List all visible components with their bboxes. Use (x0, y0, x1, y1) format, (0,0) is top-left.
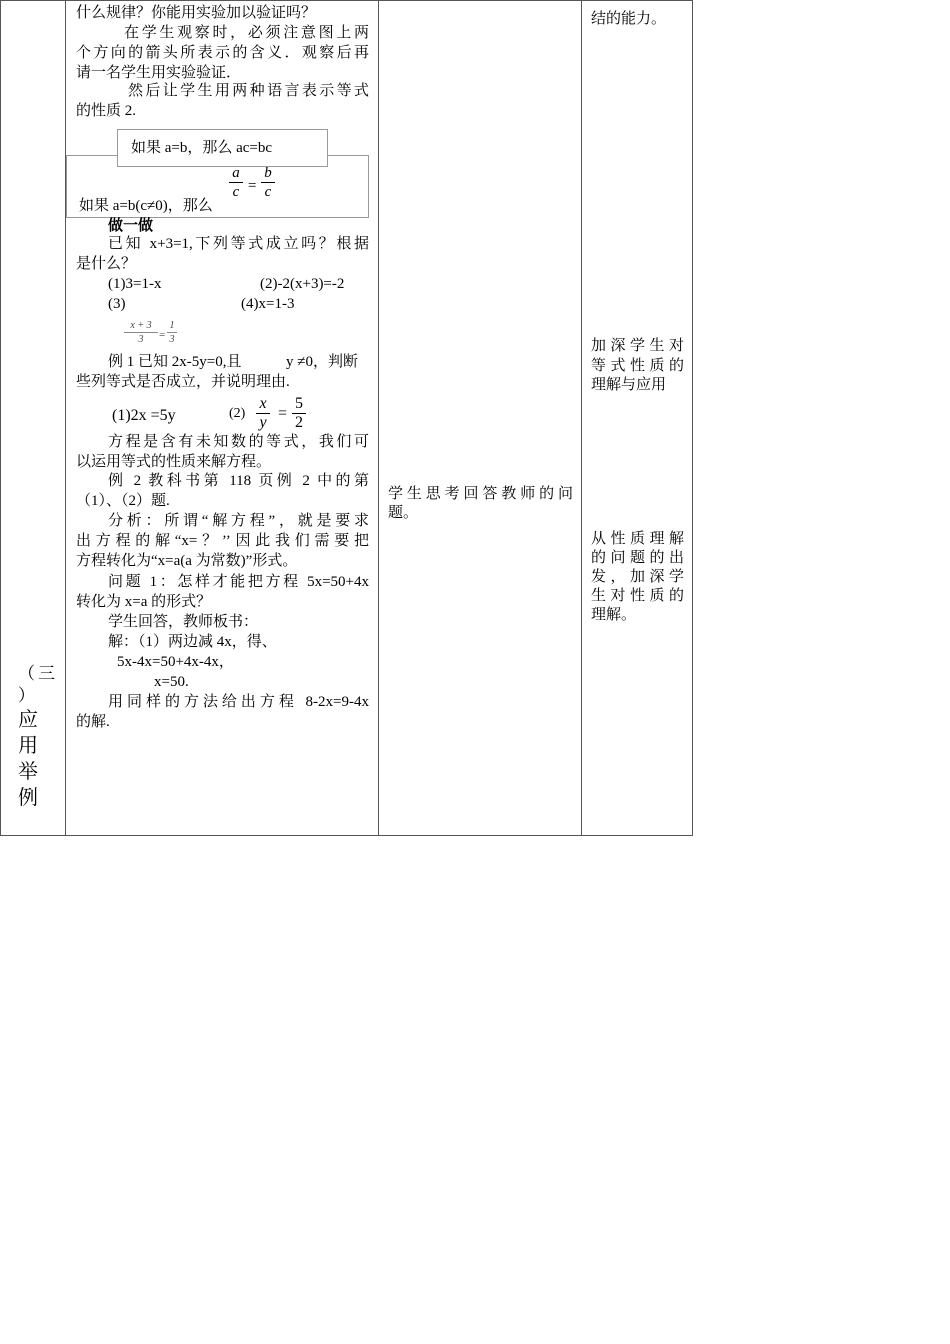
solution-line: 解：（1）两边减 4x，得、 (108, 634, 277, 650)
content-line: 然后让学生用两种语言表示等式 (128, 83, 369, 99)
stage-word-char: 应 (18, 709, 38, 731)
solution-line: 5x-4x=50+4x-4x， (117, 654, 234, 670)
content-line: 的性质 2. (76, 103, 137, 119)
content-line: 请一名学生用实验验证． (76, 65, 242, 81)
equals-sign: = (248, 178, 257, 194)
fraction-b-over-c: b c (261, 165, 275, 200)
example-2-line: 例 2 教科书第 118 页例 2 中的第 (108, 473, 369, 489)
student-activity-line: 学生思考回答教师的问 (388, 486, 573, 502)
table-border-left (0, 0, 1, 836)
example-1-line: 例 1 已知 2x-5y=0,且 (108, 354, 242, 370)
stage-paren-open: （ (18, 664, 35, 683)
intent-line: 从性质理解 (591, 531, 684, 547)
equals-sign: = (278, 405, 288, 422)
question-line: 问题 1：怎样才能把方程 5x=50+4x (108, 574, 369, 590)
analysis-line: 方程转化为“x=a(a 为常数)”形式。 (76, 553, 298, 569)
example-1-formula-2-label: (2) (229, 406, 246, 421)
content-line: 已知 x+3=1,下列等式成立吗？根据 (108, 236, 369, 252)
intent-line: 生对性质的 (591, 588, 684, 604)
stage-word-char: 用 (18, 735, 38, 757)
intent-line: 发，加深学 (591, 569, 684, 585)
table-divider-1 (65, 0, 66, 836)
property-box-1 (117, 129, 328, 167)
option-1: (1)3=1-x (108, 276, 162, 292)
intent-line: 结的能力。 (591, 11, 667, 27)
intent-line: 的问题的出 (591, 550, 684, 566)
stage-paren-close: ） (18, 686, 35, 705)
stage-word-char: 例 (18, 787, 38, 809)
option-2: (2)-2(x+3)=-2 (260, 276, 345, 292)
intent-line: 加深学生对 (591, 338, 684, 354)
content-line: （1）、（2）题. (76, 493, 170, 509)
content-line: 以运用等式的性质来解方程。 (76, 454, 272, 470)
content-line: 学生回答，教师板书： (108, 614, 259, 630)
content-line: 的解. (76, 714, 110, 730)
solution-line: x=50. (154, 674, 189, 690)
option-4: (4)x=1-3 (241, 296, 295, 312)
intent-line: 理解与应用 (591, 377, 667, 393)
table-border-top (0, 0, 693, 1)
content-line: 在学生观察时，必须注意图上两 (124, 25, 369, 41)
content-line: 什么规律？你能用实验加以验证吗？ (76, 5, 317, 21)
stage-word-char: 举 (18, 761, 38, 783)
intent-line: 理解。 (591, 607, 637, 623)
option-3: (3) (108, 296, 126, 312)
question-line: 转化为 x=a 的形式？ (76, 594, 212, 610)
small-fraction-left: x + 3 3 (124, 320, 158, 345)
content-line: 方程是含有未知数的等式，我们可 (108, 434, 369, 450)
student-activity-line: 题。 (388, 505, 419, 521)
content-line: 些列等式是否成立，并说明理由. (76, 374, 290, 390)
property-rule-divide: 如果 a=b(c≠0)，那么 (79, 198, 213, 214)
try-it-heading: 做一做 (108, 218, 154, 234)
small-equals: = (159, 329, 166, 341)
content-line: 用同样的方法给出方程 8-2x=9-4x (108, 694, 369, 710)
stage-number: 三 (38, 664, 55, 683)
analysis-line: 分析：所谓“解方程”，就是要求 (108, 513, 369, 529)
table-divider-3 (581, 0, 582, 836)
fraction-5-over-2: 5 2 (292, 396, 306, 431)
analysis-line: 出方程的解“x=？’’因此我们需要把 (76, 533, 369, 549)
table-border-right (692, 0, 693, 836)
table-divider-2 (378, 0, 379, 836)
fraction-x-over-y: x y (256, 396, 270, 431)
example-1-formula-1: (1)2x =5y (112, 407, 176, 424)
content-line: 是什么？ (76, 256, 137, 272)
small-fraction-right: 1 3 (167, 320, 177, 345)
fraction-a-over-c: a c (229, 165, 243, 200)
example-1-condition: y ≠0，判断 (286, 354, 358, 370)
table-border-bottom (0, 835, 693, 836)
intent-line: 等式性质的 (591, 358, 684, 374)
property-rule-multiply: 如果 a=b，那么 ac=bc (131, 140, 273, 156)
content-line: 个方向的箭头所表示的含义．观察后再 (76, 45, 369, 61)
